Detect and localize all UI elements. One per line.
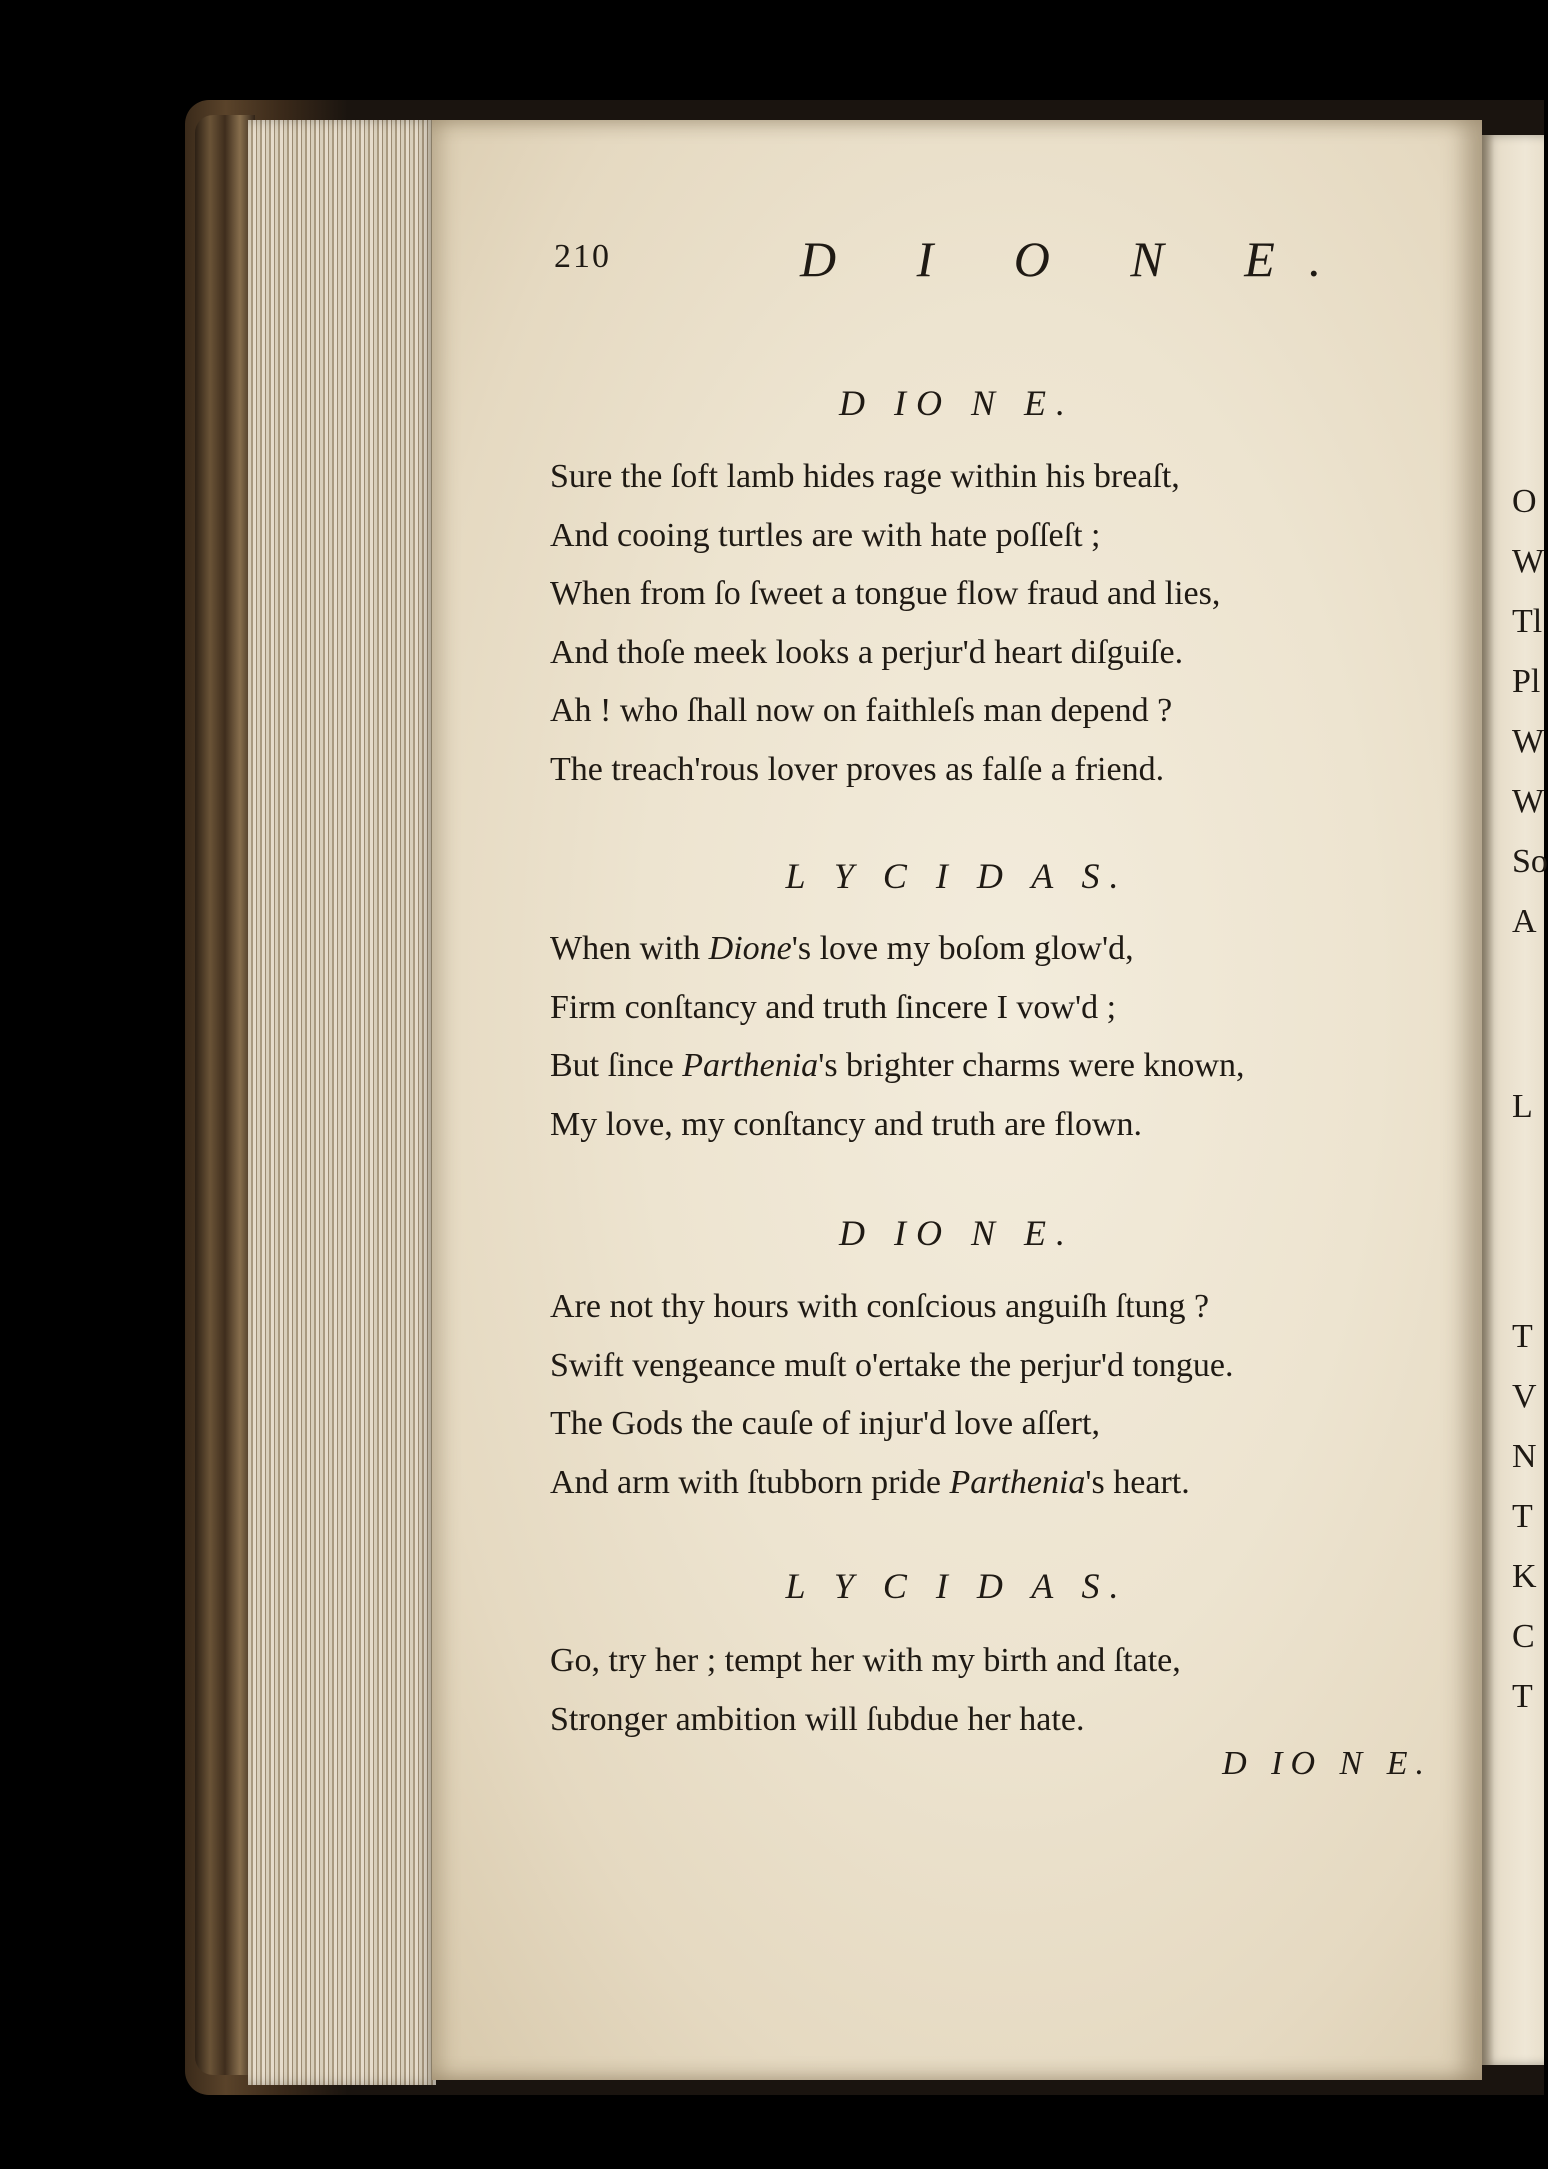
- book-spine: [195, 115, 255, 2075]
- speaker-heading: D IO N E.: [839, 1213, 1075, 1253]
- verse-line: My love, my conſtancy and truth are flown.: [550, 1105, 1143, 1143]
- verse-line: Stronger ambition will ſubdue her hate.: [550, 1700, 1085, 1738]
- verse-line: The Gods the cauſe of injur'd love aſſert,: [550, 1405, 1100, 1442]
- facing-page-fragment: So: [1512, 843, 1548, 880]
- facing-page-edge: [1482, 135, 1548, 2065]
- verse-line: Are not thy hours with conſcious anguiſh ſtung ?: [550, 1288, 1210, 1325]
- verse-block: [550, 1632, 1430, 1749]
- facing-page-fragment: W: [1512, 723, 1545, 760]
- verse-line: Firm conſtancy and truth ſincere I vow'd ;: [550, 988, 1117, 1026]
- facing-page-fragment: Tl: [1512, 603, 1543, 640]
- speaker-heading: D IO N E.: [839, 383, 1075, 423]
- facing-page-fragment: W: [1512, 783, 1545, 820]
- verse-line: When from ſo ſweet a tongue flow fraud and lies,: [550, 575, 1221, 612]
- facing-page-fragment: A: [1512, 903, 1537, 940]
- facing-page-fragment: O: [1512, 483, 1537, 520]
- catchword: D IO N E.: [1222, 1745, 1432, 1782]
- verse-line: Swift vengeance muſt o'ertake the perjur'd tongue.: [550, 1346, 1234, 1384]
- verse-line: And cooing turtles are with hate poſſeſt ;: [550, 516, 1101, 554]
- facing-page-fragment: K: [1512, 1558, 1537, 1595]
- italic-name: Dione: [708, 930, 792, 967]
- facing-page-fragment: Pl: [1512, 663, 1541, 700]
- verse-line: But ſince Parthenia's brighter charms were known,: [550, 1047, 1245, 1084]
- speaker-heading: L Y C I D A S.: [785, 1566, 1129, 1606]
- speaker-heading: L Y C I D A S.: [785, 856, 1129, 896]
- facing-page-fragment: T: [1512, 1498, 1533, 1535]
- verse-block: [550, 920, 1430, 1154]
- facing-page-fragment: V: [1512, 1378, 1537, 1415]
- facing-page-fragment: L: [1512, 1088, 1533, 1125]
- verse-line: Sure the ſoft lamb hides rage within his breaſt,: [550, 458, 1180, 495]
- page-edges: [248, 120, 436, 2085]
- page-number: 210: [554, 238, 611, 275]
- verse-line: Ah ! who ſhall now on faithleſs man depend ?: [550, 692, 1173, 729]
- facing-page-fragment: N: [1512, 1438, 1537, 1475]
- italic-name: Parthenia: [682, 1047, 819, 1084]
- italic-name: Parthenia: [949, 1463, 1086, 1501]
- verse-line: When with Dione's love my boſom glow'd,: [550, 930, 1134, 967]
- verse-block: [550, 1278, 1430, 1512]
- verse-line: The treach'rous lover proves as falſe a friend.: [550, 750, 1165, 788]
- facing-page-fragment: C: [1512, 1618, 1535, 1655]
- facing-page-fragment: T: [1512, 1678, 1533, 1715]
- book-page: [432, 120, 1482, 2080]
- verse-line: And thoſe meek looks a perjur'd heart diſguiſe.: [550, 633, 1184, 671]
- running-title: D I O N E.: [800, 231, 1356, 287]
- verse-line: Go, try her ; tempt her with my birth and ſtate,: [550, 1642, 1181, 1679]
- facing-page-fragment: W: [1512, 543, 1545, 580]
- verse-block: [550, 448, 1430, 799]
- facing-page-fragment: T: [1512, 1318, 1533, 1355]
- verse-line: And arm with ſtubborn pride Parthenia's heart.: [550, 1463, 1190, 1501]
